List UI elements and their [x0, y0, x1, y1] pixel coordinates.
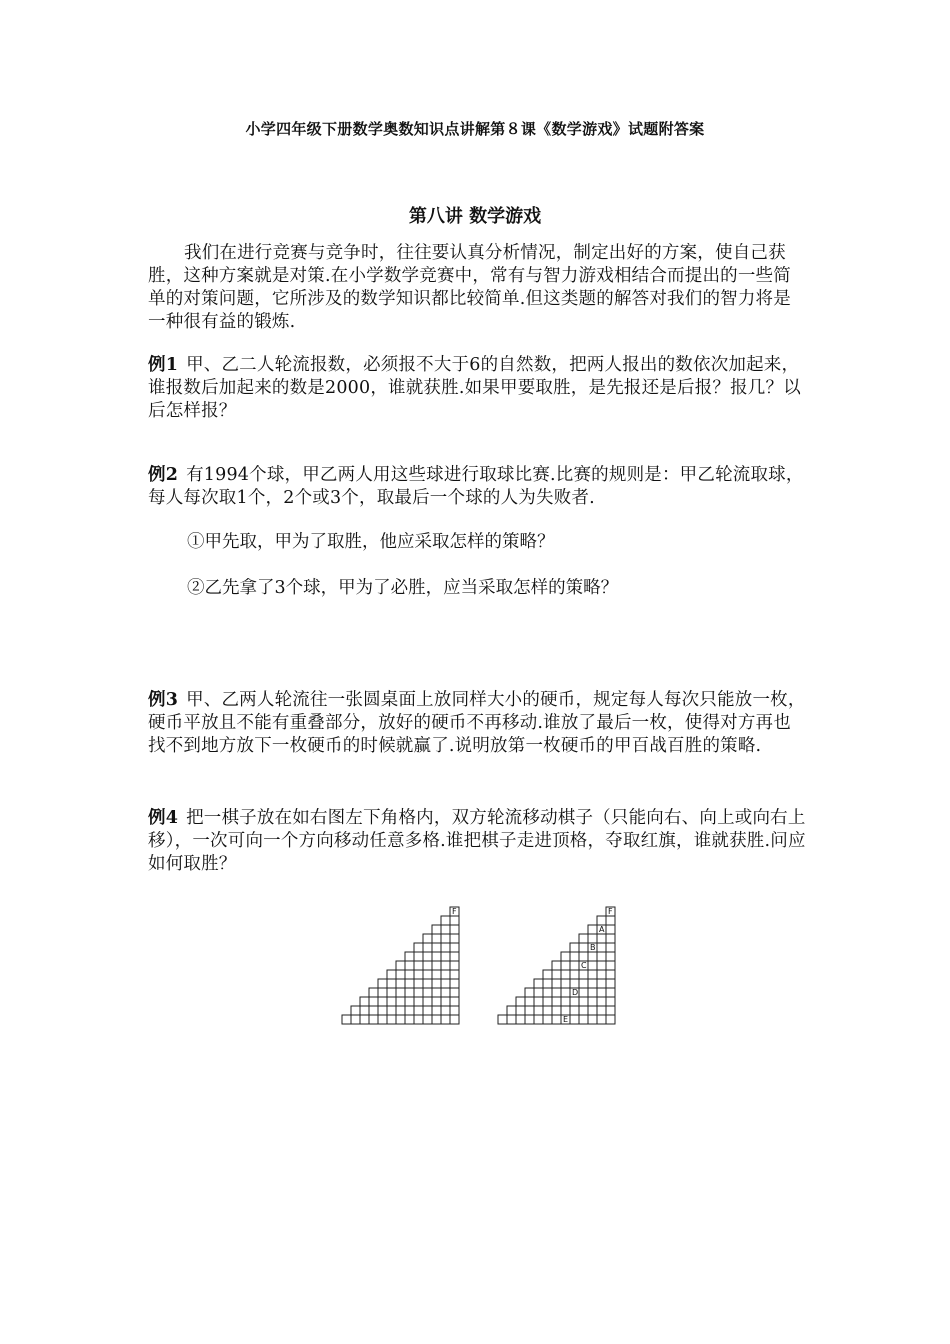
intro-paragraph: 我们在进行竞赛与竞争时，往往要认真分析情况，制定出好的方案，使自己获胜，这种方案就是对策.在小学数学竞赛中，常有与智力游戏相结合而提出的一些简单的对策问题，它所涉及的数学知识都比较简单.但这类题的解答对我们的智力将是一种很有益的锻炼. — [148, 243, 791, 332]
grid-cell — [423, 988, 432, 997]
grid-cell — [534, 988, 543, 997]
grid-cell — [441, 988, 450, 997]
grid-cell — [387, 1006, 396, 1015]
grid-cell — [507, 1015, 516, 1024]
grid-cell — [396, 1006, 405, 1015]
grid-cell — [606, 1006, 615, 1015]
example-3 — [148, 689, 808, 758]
grid-cell — [396, 988, 405, 997]
grid-cell — [450, 925, 459, 934]
grid-cell — [597, 961, 606, 970]
grid-cell — [525, 988, 534, 997]
grid-cell — [588, 961, 597, 970]
grid-cell — [342, 1015, 351, 1024]
grid-cell — [441, 952, 450, 961]
example-4-label: 例4 — [148, 808, 179, 828]
grid-cell — [441, 1015, 450, 1024]
grid-cell — [543, 970, 552, 979]
grid-cell — [351, 1006, 360, 1015]
grid-cell — [579, 952, 588, 961]
grid-cell — [597, 997, 606, 1006]
grid-cell — [441, 925, 450, 934]
grid-cell — [441, 943, 450, 952]
grid-cell — [543, 1006, 552, 1015]
example-2-question-2: ②乙先拿了3个球，甲为了必胜，应当采取怎样的策略？ — [187, 578, 619, 598]
grid-cell — [579, 997, 588, 1006]
grid-cell — [552, 1006, 561, 1015]
grid-cell — [441, 916, 450, 925]
grid-cell — [432, 961, 441, 970]
grid-cell — [597, 934, 606, 943]
example-4 — [148, 807, 808, 876]
grid-cell — [369, 1006, 378, 1015]
grid-cell — [360, 1006, 369, 1015]
grid-cell — [450, 1015, 459, 1024]
grid-cell — [516, 1015, 525, 1024]
grid-cell — [414, 970, 423, 979]
grid-cell — [414, 952, 423, 961]
grid-cell — [396, 997, 405, 1006]
grid-cell — [441, 997, 450, 1006]
grid-cell — [552, 979, 561, 988]
example-4-text: 把一棋子放在如右图左下角格内，双方轮流移动棋子（只能向右、向上或向右上移），一次可向一个方向移动任意多格.谁把棋子走进顶格，夺取红旗，谁就获胜.问应如何取胜？ — [148, 808, 806, 874]
grid-cell — [516, 997, 525, 1006]
grid-cell — [606, 997, 615, 1006]
grid-cell — [387, 979, 396, 988]
grid-cell — [534, 997, 543, 1006]
grid-cell — [405, 961, 414, 970]
grid-cell — [423, 979, 432, 988]
grid-cell — [450, 997, 459, 1006]
grid-cell — [606, 961, 615, 970]
example-3-label: 例3 — [148, 690, 179, 710]
grid-cell — [432, 1006, 441, 1015]
grid-cell — [597, 970, 606, 979]
grid-cell — [414, 1006, 423, 1015]
grid-cell — [432, 979, 441, 988]
grid-cell — [579, 979, 588, 988]
grid-cell-label: C — [581, 961, 587, 970]
grid-cell — [606, 925, 615, 934]
grid-cell — [432, 997, 441, 1006]
grid-cell-label: E — [563, 1015, 569, 1024]
grid-cell — [405, 988, 414, 997]
grid-cell — [606, 979, 615, 988]
grid-cell — [396, 979, 405, 988]
example-2-text: 有1994个球，甲乙两人用这些球进行取球比赛.比赛的规则是：甲乙轮流取球，每人每次取1个，2个或3个，取最后一个球的人为失败者. — [148, 465, 804, 508]
grid-cell — [579, 934, 588, 943]
grid-cell — [450, 934, 459, 943]
grid-cell — [378, 1015, 387, 1024]
grid-cell — [570, 1015, 579, 1024]
grid-cell — [369, 997, 378, 1006]
grid-cell — [405, 1015, 414, 1024]
grid-cell — [441, 1006, 450, 1015]
grid-cell — [588, 1015, 597, 1024]
grid-cell — [543, 988, 552, 997]
grid-cell — [396, 970, 405, 979]
grid-cell — [579, 970, 588, 979]
grid-cell — [570, 970, 579, 979]
grid-cell — [597, 916, 606, 925]
document-title: 小学四年级下册数学奥数知识点讲解第８课《数学游戏》试题附答案 — [245, 120, 705, 138]
grid-cell — [570, 943, 579, 952]
grid-cell — [432, 943, 441, 952]
example-2-question-1: ①甲先取，甲为了取胜，他应采取怎样的策略？ — [187, 532, 555, 552]
grid-cell — [570, 961, 579, 970]
grid-cell — [597, 943, 606, 952]
grid-cell — [543, 997, 552, 1006]
grid-cell — [396, 961, 405, 970]
grid-cell — [579, 988, 588, 997]
grid-cell — [561, 997, 570, 1006]
grid-cell — [552, 970, 561, 979]
grid-cell — [597, 952, 606, 961]
grid-cell — [588, 988, 597, 997]
grid-cell — [552, 1015, 561, 1024]
grid-top-label: F — [452, 907, 457, 916]
grid-cell — [369, 1015, 378, 1024]
grid-cell-label: D — [572, 988, 579, 997]
grid-cell — [516, 1006, 525, 1015]
grid-cell — [606, 952, 615, 961]
grid-cell — [432, 1015, 441, 1024]
grid-cell — [588, 970, 597, 979]
grid-cell — [561, 961, 570, 970]
lecture-title: 第八讲 数学游戏 — [408, 206, 542, 227]
grid-cell — [378, 997, 387, 1006]
grid-cell — [534, 1006, 543, 1015]
grid-cell — [606, 916, 615, 925]
grid-cell — [552, 988, 561, 997]
grid-cell — [441, 934, 450, 943]
grid-cell — [570, 1006, 579, 1015]
grid-cell — [378, 988, 387, 997]
grid-cell — [450, 916, 459, 925]
grid-cell — [534, 1015, 543, 1024]
grid-cell-label: B — [590, 943, 596, 952]
grid-cell — [423, 943, 432, 952]
grid-cell — [450, 961, 459, 970]
example-1 — [148, 354, 808, 423]
grid-cell — [450, 979, 459, 988]
grid-cell — [597, 979, 606, 988]
grid-cell — [378, 1006, 387, 1015]
grid-cell — [606, 988, 615, 997]
grid-cell — [441, 970, 450, 979]
grid-cell — [378, 979, 387, 988]
grid-cell — [414, 943, 423, 952]
grid-cell — [579, 1006, 588, 1015]
grid-cell — [414, 1015, 423, 1024]
grid-cell — [387, 988, 396, 997]
grid-cell — [387, 1015, 396, 1024]
grid-cell — [606, 1015, 615, 1024]
grid-cell — [450, 1006, 459, 1015]
grid-cell — [606, 943, 615, 952]
grid-cell — [552, 961, 561, 970]
grid-cell — [423, 961, 432, 970]
grid-cell — [507, 1006, 516, 1015]
grid-cell — [432, 925, 441, 934]
staircase-grid-figure — [330, 898, 630, 1033]
example-2-label: 例2 — [148, 465, 179, 485]
grid-cell — [543, 979, 552, 988]
left-staircase-grid — [342, 907, 459, 1024]
grid-cell — [450, 943, 459, 952]
grid-cell — [432, 988, 441, 997]
grid-cell — [432, 934, 441, 943]
grid-cell — [588, 1006, 597, 1015]
grid-cell — [561, 988, 570, 997]
grid-cell — [450, 952, 459, 961]
grid-cell — [561, 979, 570, 988]
grid-cell — [525, 1015, 534, 1024]
grid-cell — [414, 988, 423, 997]
grid-cell — [552, 997, 561, 1006]
grid-cell — [387, 970, 396, 979]
grid-cell — [405, 970, 414, 979]
grid-cell — [423, 997, 432, 1006]
grid-cell — [423, 934, 432, 943]
grid-cell — [441, 961, 450, 970]
grid-cell — [369, 988, 378, 997]
grid-cell — [360, 997, 369, 1006]
grid-cell — [561, 952, 570, 961]
grid-cell — [405, 979, 414, 988]
grid-cell — [414, 979, 423, 988]
grid-cell — [351, 1015, 360, 1024]
grid-cell — [543, 1015, 552, 1024]
grid-top-label: F — [608, 907, 613, 916]
grid-cell — [396, 1015, 405, 1024]
grid-cell — [588, 979, 597, 988]
grid-cell — [588, 934, 597, 943]
grid-cell — [525, 1006, 534, 1015]
grid-cell — [606, 934, 615, 943]
grid-cell — [450, 988, 459, 997]
grid-cell — [570, 979, 579, 988]
example-3-text: 甲、乙两人轮流往一张圆桌面上放同样大小的硬币，规定每人每次只能放一枚，硬币平放且不能有重叠部分，放好的硬币不再移动.谁放了最后一枚，使得对方再也找不到地方放下一枚硬币的时候就赢了.说明放第一枚硬币的甲百战百胜的策略. — [148, 690, 806, 756]
grid-cell — [432, 970, 441, 979]
grid-cell — [570, 997, 579, 1006]
grid-cell — [423, 1006, 432, 1015]
grid-cell — [561, 970, 570, 979]
grid-cell — [387, 997, 396, 1006]
right-staircase-grid — [498, 907, 615, 1024]
grid-cell — [414, 961, 423, 970]
grid-cell — [534, 979, 543, 988]
grid-cell — [588, 952, 597, 961]
grid-cell — [597, 1006, 606, 1015]
example-1-text: 甲、乙二人轮流报数，必须报不大于6的自然数，把两人报出的数依次加起来，谁报数后加起来的数是2000，谁就获胜.如果甲要取胜，是先报还是后报？报几？以后怎样报？ — [148, 355, 801, 421]
grid-cell — [405, 997, 414, 1006]
grid-cell — [432, 952, 441, 961]
grid-cell — [597, 988, 606, 997]
grid-cell — [525, 997, 534, 1006]
example-2 — [148, 464, 808, 510]
grid-cell — [360, 1015, 369, 1024]
grid-cell — [606, 970, 615, 979]
grid-cell — [561, 1006, 570, 1015]
grid-cell — [441, 979, 450, 988]
grid-cell — [423, 970, 432, 979]
grid-cell — [423, 952, 432, 961]
grid-cell — [579, 1015, 588, 1024]
grid-cell — [414, 997, 423, 1006]
grid-cell — [588, 925, 597, 934]
grid-cell — [405, 952, 414, 961]
grid-cell — [405, 1006, 414, 1015]
grid-cell — [450, 970, 459, 979]
grid-cell — [498, 1015, 507, 1024]
example-1-label: 例1 — [148, 355, 179, 375]
grid-cell — [423, 1015, 432, 1024]
grid-cell — [579, 943, 588, 952]
grid-cell — [597, 1015, 606, 1024]
grid-cell — [588, 997, 597, 1006]
grid-cell-label: A — [599, 925, 605, 934]
grid-cell — [570, 952, 579, 961]
